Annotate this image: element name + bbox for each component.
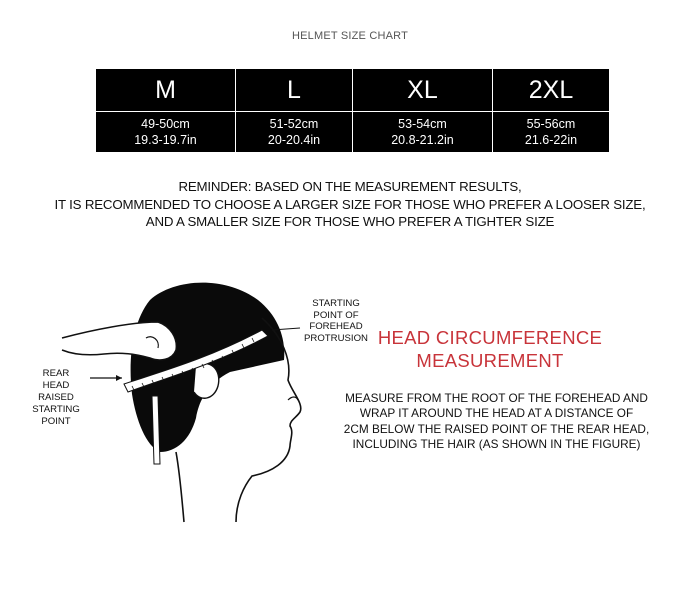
reminder-line-3: AND A SMALLER SIZE FOR THOSE WHO PREFER A TIGHTER SIZE bbox=[145, 214, 555, 229]
size-2xl-cm: 55-56cm bbox=[526, 117, 576, 131]
rear-label-line-2: HEAD bbox=[42, 380, 70, 391]
size-xl-cm: 53-54cm bbox=[398, 117, 447, 131]
description-line-3: 2CM BELOW THE RAISED POINT OF THE REAR HEAD, bbox=[343, 421, 650, 436]
start-label-line-3: FOREHEAD bbox=[309, 321, 363, 332]
rear-label-line-5: POINT bbox=[41, 416, 71, 427]
heading-line-2: MEASUREMENT bbox=[416, 350, 564, 371]
description-line-4: INCLUDING THE HAIR (AS SHOWN IN THE FIGURE) bbox=[352, 437, 641, 452]
size-2xl-in: 21.6-22in bbox=[524, 133, 578, 147]
chart-title: HELMET SIZE CHART bbox=[291, 30, 409, 42]
back-neck-outline bbox=[176, 452, 184, 522]
size-m-header: M bbox=[96, 69, 236, 112]
size-l-cm: 51-52cm bbox=[269, 117, 319, 131]
start-label-line-4: PROTRUSION bbox=[304, 332, 368, 344]
heading-line-1: HEAD CIRCUMFERENCE bbox=[377, 327, 603, 348]
size-m-cm: 49-50cm bbox=[141, 117, 190, 131]
rear-label-line-1: REAR bbox=[42, 368, 70, 379]
size-m-in: 19.3-19.7in bbox=[134, 133, 197, 147]
start-label-line-2: POINT OF bbox=[313, 309, 359, 321]
size-l-in: 20-20.4in bbox=[267, 133, 321, 147]
reminder-line-2: IT IS RECOMMENDED TO CHOOSE A LARGER SIZE FOR THOSE WHO PREFER A LOOSER SIZE, bbox=[54, 196, 646, 212]
description-line-2: WRAP IT AROUND THE HEAD AT A DISTANCE OF bbox=[359, 406, 634, 421]
hand-shape bbox=[62, 322, 176, 360]
reminder-line-1: REMINDER: BASED ON THE MEASUREMENT RESULTS, bbox=[178, 179, 522, 194]
rear-label-line-4: STARTING bbox=[32, 404, 80, 415]
rear-head-label bbox=[22, 368, 90, 428]
tape-end bbox=[152, 396, 160, 464]
eye-shape bbox=[288, 397, 298, 400]
start-label-line-1: STARTING bbox=[312, 298, 360, 309]
description-line-1: MEASURE FROM THE ROOT OF THE FOREHEAD AND bbox=[345, 391, 648, 405]
size-l-header: L bbox=[235, 69, 352, 112]
arrow-head bbox=[116, 375, 122, 381]
measurement-heading bbox=[372, 326, 608, 372]
measurement-description bbox=[333, 391, 660, 453]
size-2xl-header: 2XL bbox=[492, 69, 609, 112]
size-xl-in: 20.8-21.2in bbox=[391, 133, 454, 147]
ear-shape bbox=[194, 363, 219, 398]
size-xl-header: XL bbox=[352, 69, 492, 112]
rear-label-line-3: RAISED bbox=[38, 392, 74, 403]
forehead-start-label bbox=[300, 298, 372, 344]
